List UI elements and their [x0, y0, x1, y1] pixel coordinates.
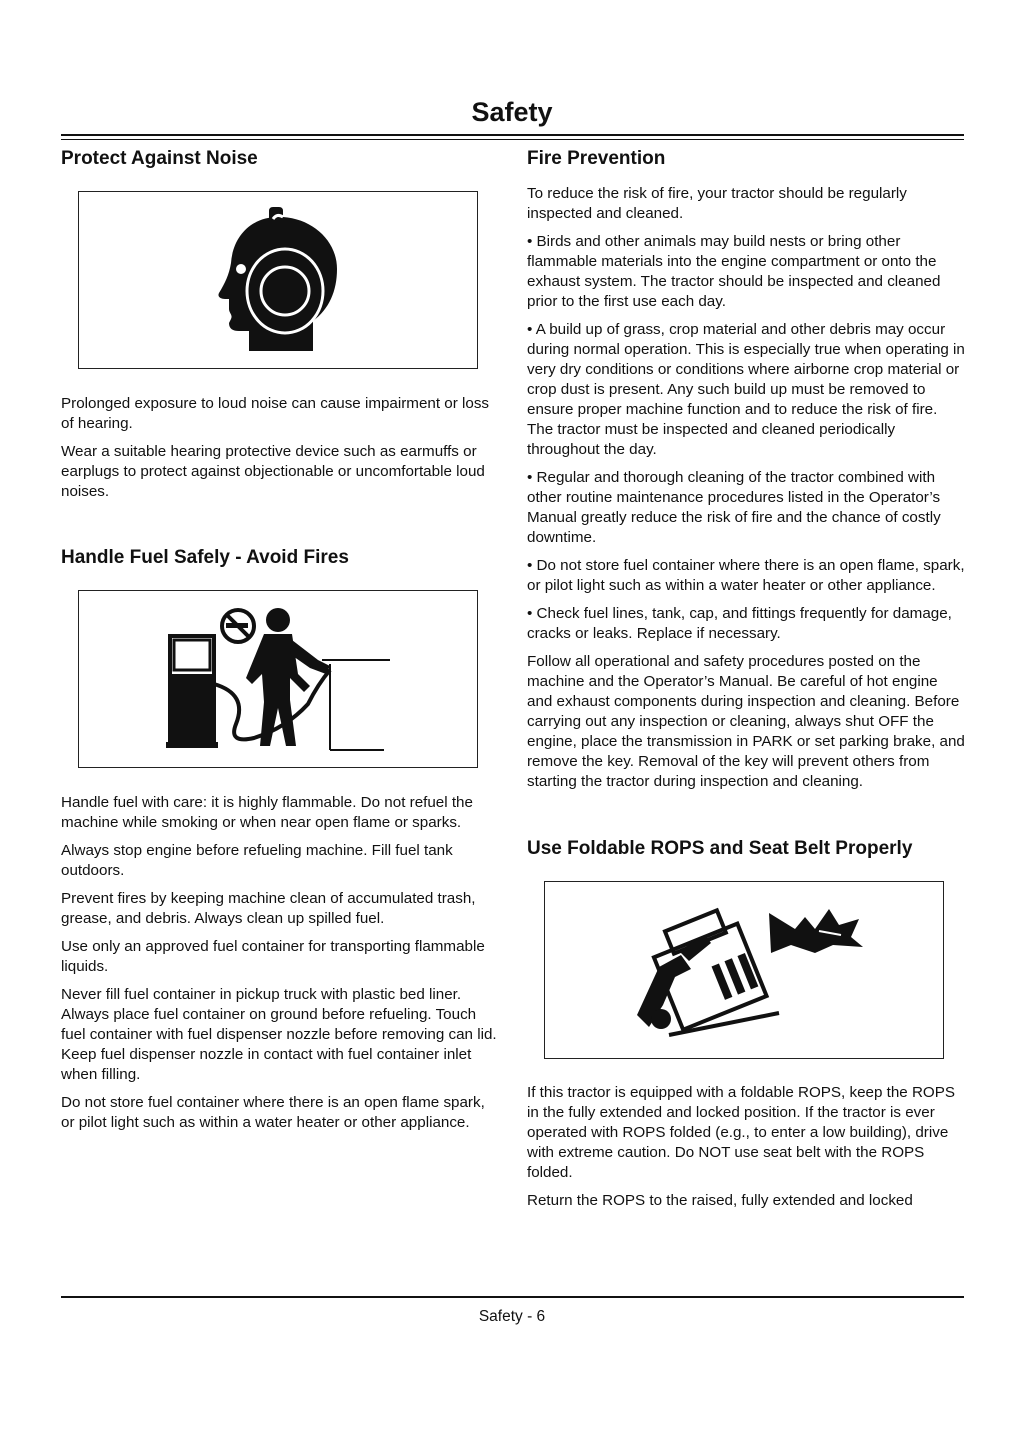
fire-bullet: • Check fuel lines, tank, cap, and fittings frequently for damage, cracks or leaks. Replace if necessary. [527, 605, 952, 642]
figure-refueling [78, 590, 478, 768]
right-column [527, 146, 965, 1219]
refueling-no-smoking-icon [158, 604, 398, 754]
header-rule-secondary [61, 139, 964, 140]
fuel-paragraph: Always stop engine before refueling machine. Fill fuel tank outdoors. [61, 842, 453, 879]
footer-rule [61, 1296, 964, 1298]
fuel-paragraph: Never fill fuel container in pickup truck with plastic bed liner. Always place fuel container on ground before refueling. Touch fuel container with fuel dispenser nozzle before removing can lid. Keep fuel dispenser nozzle in contact with fuel container inlet when filling. [61, 986, 497, 1083]
figure-rops [544, 881, 944, 1059]
header-rule [61, 134, 964, 136]
page-title: Safety [471, 97, 553, 127]
section-heading-fire: Fire Prevention [527, 148, 666, 169]
page-number: Safety - 6 [478, 1308, 546, 1325]
section-handle-fuel-safely [61, 545, 499, 1133]
noise-paragraph: Wear a suitable hearing protective device such as earmuffs or earplugs to protect against objectionable or uncomfortable loud noises. [61, 443, 485, 500]
section-heading-rops: Use Foldable ROPS and Seat Belt Properly [527, 838, 913, 859]
section-heading-fuel: Handle Fuel Safely - Avoid Fires [61, 547, 349, 568]
fire-bullet: • Birds and other animals may build nests or bring other flammable materials into the engine compartment or onto the exhaust system. The tractor should be inspected and cleaned prior to the first use each day. [527, 233, 941, 310]
tractor-rollover-icon [619, 895, 869, 1045]
section-heading-noise: Protect Against Noise [61, 148, 258, 169]
fuel-paragraph: Handle fuel with care: it is highly flammable. Do not refuel the machine while smoking or when near open flame or sparks. [61, 794, 473, 831]
section-fire-prevention [527, 146, 965, 792]
noise-paragraph: Prolonged exposure to loud noise can cause impairment or loss of hearing. [61, 395, 490, 432]
section-protect-against-noise [61, 146, 499, 502]
fire-bullet: • A build up of grass, crop material and other debris may occur during normal operation. This is especially true when operating in very dry conditions or conditions where airborne crop material or crop dust is present. Any such build up must be removed to ensure proper machine function and to reduce the risk of fire. The tractor must be inspected and cleaned periodically throughout the day. [527, 321, 965, 458]
fire-paragraph: To reduce the risk of fire, your tractor should be regularly inspected and cleaned. [527, 185, 907, 222]
left-column [61, 146, 499, 1141]
fuel-paragraph: Use only an approved fuel container for transporting flammable liquids. [61, 938, 485, 975]
hearing-protection-icon [203, 205, 353, 355]
figure-hearing-protection [78, 191, 478, 369]
fire-bullet: • Do not store fuel container where there is an open flame, spark, or pilot light such as within a water heater or other appliance. [527, 557, 965, 594]
rops-paragraph: Return the ROPS to the raised, fully extended and locked [527, 1192, 913, 1209]
fire-paragraph: Follow all operational and safety procedures posted on the machine and the Operator’s Manual. Be careful of hot engine and exhaust components during inspection and cleaning. Before carrying out any inspection or cleaning, always shut OFF the engine, place the transmission in PARK or set parking brake, and remove the key. Removal of the key will prevent others from starting the tractor during inspection and cleaning. [527, 653, 965, 790]
fuel-paragraph: Prevent fires by keeping machine clean of accumulated trash, grease, and debris. Always clean up spilled fuel. [61, 890, 476, 927]
fuel-paragraph: Do not store fuel container where there is an open flame spark, or pilot light such as within a water heater or other appliance. [61, 1094, 485, 1131]
rops-paragraph: If this tractor is equipped with a foldable ROPS, keep the ROPS in the fully extended and locked position. If the tractor is ever operated with ROPS folded (e.g., to enter a low building), drive with extreme caution. Do NOT use seat belt with the ROPS folded. [527, 1084, 956, 1181]
fire-bullet: • Regular and thorough cleaning of the tractor combined with other routine maintenance procedures listed in the Operator’s Manual greatly reduce the risk of fire and the chance of costly downtime. [527, 469, 941, 546]
section-foldable-rops [527, 836, 965, 1211]
